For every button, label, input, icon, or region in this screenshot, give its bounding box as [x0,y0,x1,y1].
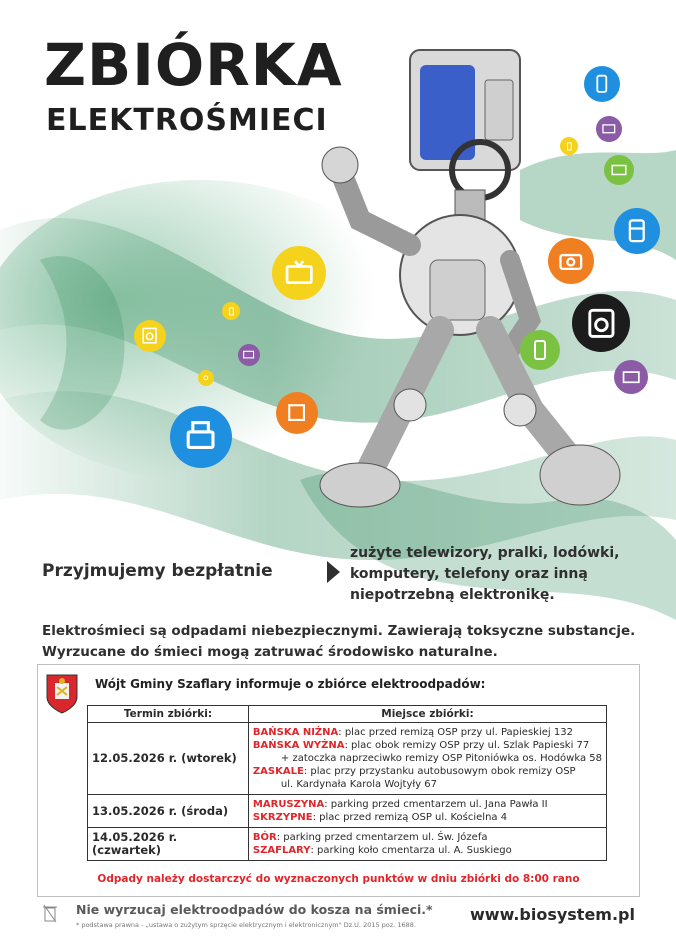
footer-legal-note: * podstawa prawna - „ustawa o zużytym sprzęcie elektrycznym i elektronicznym" Dz.U. 2015 poz. 1688. [76,921,416,929]
place-entry [253,778,602,791]
arrow-right-icon [327,561,340,583]
trash-bin-icon [42,903,58,923]
place-entry [253,798,602,811]
place-address: : plac przy przystanku autobusowym obok remizy OSP [303,766,576,777]
info-intro: Wójt Gminy Szaflary informuje o zbiórce elektroodpadów: [95,677,486,691]
place-entry [253,765,602,778]
warning-line: Elektrośmieci są odpadami niebezpiecznymi. Zawierają toksyczne substancje. [42,623,636,639]
warning-line: Wyrzucane do śmieci mogą zatruwać środowisko naturalne. [42,644,498,660]
tv-icon [272,246,326,300]
camera-icon [548,238,594,284]
accept-label: Przyjmujemy bezpłatnie [42,561,273,581]
washing-machine-icon [572,294,630,352]
place-name: BAŃSKA NIŻNA [252,727,339,738]
accepted-item: zużyte telewizory, pralki, lodówki, [350,545,620,561]
place-entry [253,844,602,857]
place-name: SZAFLARY [252,845,311,856]
place-address: : parking koło cmentarza ul. A. Suskiego [310,845,512,856]
place-address: : parking przed cmentarzem ul. Św. Józefa [276,832,488,843]
place-address: ul. Kardynała Karola Wojtyły 67 [280,779,438,790]
phone-icon [222,302,240,320]
collection-date: 12.05.2026 r. (wtorek) [88,723,249,795]
accepted-item: niepotrzebną elektronikę. [350,587,555,603]
coat-of-arms-icon [45,673,79,715]
table-row [88,795,607,828]
collection-info-box [37,664,640,897]
collection-date: 14.05.2026 r. (czwartek) [88,828,249,861]
accepted-item: komputery, telefony oraz inną [350,566,588,582]
washing-machine-icon [134,320,166,352]
table-row [88,828,607,861]
collection-places [248,795,606,828]
place-entry [253,726,602,739]
place-address: : plac przed remizą OSP przy ul. Papieskiej 132 [338,727,573,738]
column-header-place: Miejsce zbiórki: [248,706,606,723]
mobile-phone-icon [520,330,560,370]
microwave-icon [614,360,648,394]
phone-icon [584,66,620,102]
poster-title: ZBIÓRKA [44,31,343,99]
collection-places [248,828,606,861]
table-row [88,723,607,795]
place-entry [253,831,602,844]
warning-text [42,621,662,663]
place-address: + zatoczka naprzeciwko remizy OSP Pitoniówka os. Hodówka 58 [280,753,602,764]
microwave-icon [596,116,622,142]
place-address: : parking przed cmentarzem ul. Jana Pawła II [324,799,548,810]
deadline-note: Odpady należy dostarczyć do wyznaczonych punktów w dniu zbiórki do 8:00 rano [97,873,580,885]
place-name: MARUSZYNA [252,799,325,810]
place-entry [253,752,602,765]
place-address: : plac obok remizy OSP przy ul. Szlak Papieski 77 [344,740,590,751]
fridge-icon [614,208,660,254]
place-name: BÓR [252,832,277,843]
table-header-row [88,706,607,723]
accepted-items [350,543,650,606]
place-name: BAŃSKA WYŻNA [252,740,345,751]
poster-subtitle: ELEKTROŚMIECI [46,103,328,138]
microwave-icon [238,344,260,366]
camera-icon [198,370,214,386]
place-address: : plac przed remizą OSP ul. Kościelna 4 [312,812,508,823]
tv-icon [604,155,634,185]
schedule-table [87,705,607,861]
footer-slogan: Nie wyrzucaj elektroodpadów do kosza na śmieci.* [76,902,433,917]
column-header-date: Termin zbiórki: [88,706,249,723]
phone-icon [560,137,578,155]
website-link[interactable]: www.biosystem.pl [470,905,635,924]
place-entry [253,739,602,752]
fax-icon [170,406,232,468]
place-entry [253,811,602,824]
mobile-phone-icon [276,392,318,434]
place-name: SKRZYPNE [252,812,313,823]
place-name: ZASKALE [252,766,304,777]
collection-date: 13.05.2026 r. (środa) [88,795,249,828]
collection-places [248,723,606,795]
